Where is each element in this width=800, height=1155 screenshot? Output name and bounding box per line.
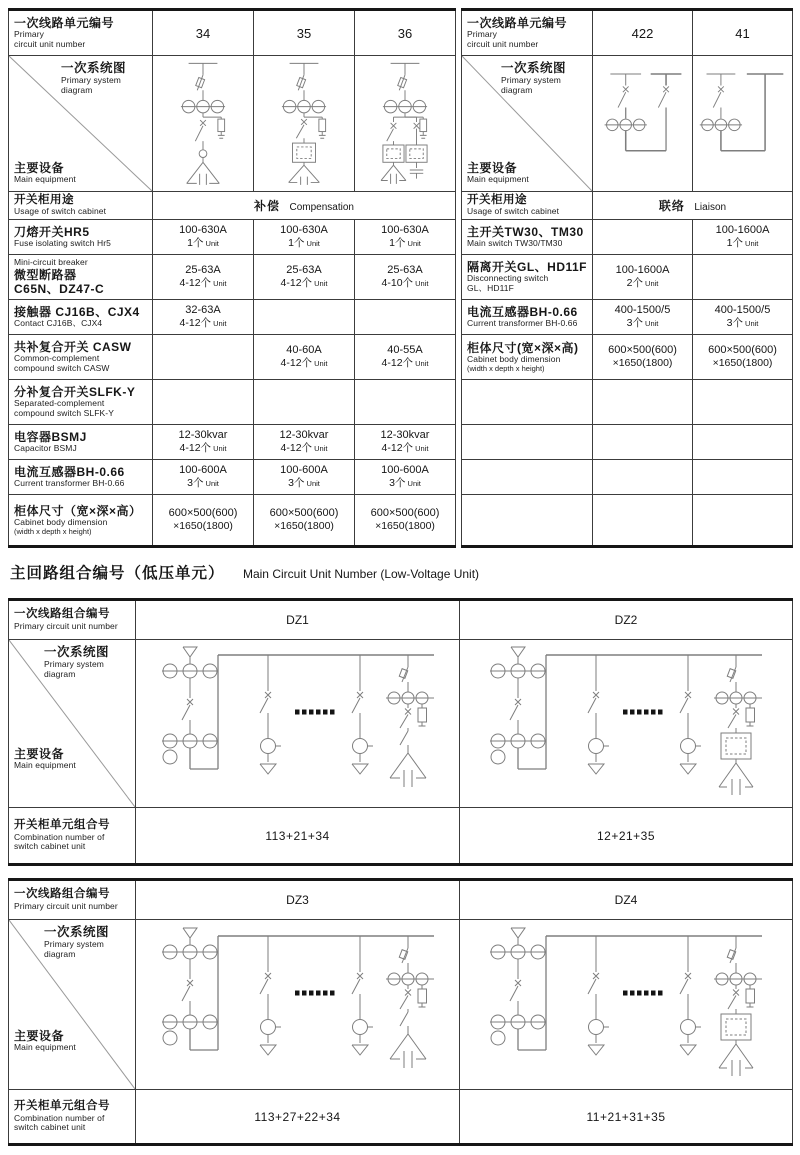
combination-label-zh: 开关柜单元组合号 [14, 818, 110, 831]
header-label-en: Primary circuit unit number [14, 900, 118, 911]
spec-label-line: Current transformer BH-0.66 [14, 478, 125, 489]
header-row [462, 10, 793, 56]
spec-cell-value: 600×500(600) [168, 506, 238, 519]
spec-cell [254, 425, 355, 460]
diagram-label-cell [9, 920, 136, 1090]
combination-label-zh: 开关柜单元组合号 [14, 1099, 110, 1112]
spec-row [462, 255, 793, 300]
spec-label-line: 微型断路器 [14, 267, 77, 282]
diagram-row [462, 56, 793, 192]
diagram-row [9, 920, 793, 1090]
spec-cell-value: 100-1600A [715, 223, 770, 236]
spec-cell [254, 300, 355, 335]
spec-row-label [9, 220, 153, 255]
spec-cell-value: 12-30kvar [380, 428, 430, 441]
spec-cell [693, 425, 793, 460]
spec-cell [693, 495, 793, 547]
diagram-title [44, 645, 130, 679]
header-label [9, 10, 153, 56]
unit-suffix: Unit [304, 479, 320, 489]
spec-row-label [9, 460, 153, 495]
spec-label-line: Separated-complement [14, 398, 105, 409]
unit-number-36: 36 [355, 10, 456, 56]
spec-cell [593, 495, 693, 547]
spec-label-line: 隔离开关GL、HD11F [467, 260, 588, 275]
unit-number-422: 422 [593, 10, 693, 56]
spec-cell-quantity: 4-12个 Unit [381, 357, 429, 370]
spec-cell-quantity: 4-10个 Unit [381, 277, 429, 290]
primary-diagram-36 [355, 56, 456, 192]
spec-cell-quantity: 4-12个 Unit [179, 317, 227, 330]
spec-row-label [462, 495, 593, 547]
header-label-en: Primary [467, 29, 497, 40]
header-label [9, 600, 136, 640]
header-label-en: circuit unit number [467, 39, 539, 50]
spec-label-line: C65N、DZ47-C [14, 281, 105, 296]
header-label-en: Primary circuit unit number [14, 620, 118, 631]
usage-value [593, 192, 793, 220]
spec-row-label [462, 425, 593, 460]
spec-row-label [9, 300, 153, 335]
diagram-title-en: Primary system [61, 74, 121, 85]
main-equipment-label [467, 161, 529, 185]
unit-suffix: Unit [642, 279, 659, 289]
unit-number-dz1: DZ1 [136, 600, 460, 640]
spec-row-label [9, 495, 153, 547]
spec-cell-value: 100-630A [280, 223, 328, 236]
spec-cell [355, 495, 456, 547]
spec-cell [355, 255, 456, 300]
diagram-title-zh: 一次系统图 [61, 61, 127, 75]
spec-row-label [9, 335, 153, 380]
spec-label-line: 柜体尺寸（宽×深×高） [14, 503, 142, 518]
spec-row-label [462, 220, 593, 255]
usage-label [462, 192, 593, 220]
header-label-zh: 一次线路单元编号 [467, 16, 568, 31]
combination-label [9, 1090, 136, 1145]
primary-diagram-422 [593, 56, 693, 192]
spec-row [9, 255, 456, 300]
spec-cell [593, 460, 693, 495]
spec-cell-value: 400-1500/5 [714, 303, 771, 316]
spec-row-label [9, 380, 153, 425]
header-row [9, 600, 793, 640]
spec-label-line: Mini-circuit breaker [14, 257, 88, 267]
spec-cell-quantity: ×1650(1800) [712, 357, 773, 370]
usage-label-zh: 开关柜用途 [14, 193, 74, 206]
spec-cell-value: 25-63A [387, 263, 423, 276]
dz3-diagram [136, 920, 460, 1090]
usage-row [9, 192, 456, 220]
spec-cell [254, 380, 355, 425]
primary-unit-table-left [8, 8, 456, 548]
header-label-zh: 一次线路单元编号 [14, 16, 115, 31]
spec-cell-quantity: 4-12个 Unit [179, 442, 227, 455]
primary-diagram-41 [693, 56, 793, 192]
spec-label-line: 共补复合开关 CASW [14, 340, 132, 355]
diagram-title-en: Primary system [44, 658, 104, 669]
header-label [462, 10, 593, 56]
spec-cell-value: 100-630A [179, 223, 227, 236]
spec-cell-value: 100-600A [381, 463, 429, 476]
unit-suffix: Unit [211, 279, 227, 289]
spec-cell-value: 12-30kvar [178, 428, 228, 441]
diagram-title-en: diagram [61, 84, 93, 95]
spec-cell-quantity: 1个 Unit [726, 237, 759, 250]
unit-suffix: Unit [742, 239, 759, 249]
spec-label-line: 电流互感器BH-0.66 [467, 305, 578, 320]
unit-suffix: Unit [405, 479, 421, 489]
unit-suffix: Unit [405, 239, 421, 249]
main-equipment-en: Main equipment [14, 174, 76, 185]
spec-row [462, 380, 793, 425]
combination-value-dz3: 113+27+22+34 [136, 1090, 460, 1145]
spec-cell [153, 300, 254, 335]
spec-cell [153, 380, 254, 425]
spec-cell [254, 335, 355, 380]
spec-cell-quantity: 4-12个 Unit [280, 357, 328, 370]
spec-row-label [462, 460, 593, 495]
main-equipment-label [14, 1029, 76, 1053]
main-equipment-zh: 主要设备 [467, 161, 518, 176]
spec-label-line: Contact CJ16B、CJX4 [14, 318, 103, 329]
usage-label-zh: 开关柜用途 [467, 193, 527, 206]
diagram-title-en: Primary system [44, 938, 104, 949]
diagram-title-zh: 一次系统图 [44, 925, 110, 939]
primary-diagram-34 [153, 56, 254, 192]
usage-value [153, 192, 456, 220]
spec-cell-value: 40-60A [286, 343, 322, 356]
spec-row [9, 425, 456, 460]
spec-label-line: Main switch TW30/TM30 [467, 238, 563, 249]
combination-label-en: Combination number of [14, 831, 105, 842]
usage-label-en: Usage of switch cabinet [467, 206, 560, 217]
spec-cell [355, 425, 456, 460]
diagram-title-en: diagram [501, 84, 533, 95]
unit-suffix: Unit [203, 479, 219, 489]
spec-cell-quantity: 1个 Unit [187, 237, 219, 250]
unit-suffix: Unit [203, 239, 219, 249]
header-row [9, 10, 456, 56]
diagram-title-zh: 一次系统图 [501, 61, 567, 75]
header-label [9, 880, 136, 920]
unit-suffix: Unit [642, 319, 659, 329]
spec-row-label [462, 255, 593, 300]
section-title-en: Main Circuit Unit Number (Low-Voltage Unit) [242, 567, 480, 581]
spec-cell-quantity: 3个 Unit [288, 477, 320, 490]
spec-cell [153, 460, 254, 495]
dz1-diagram [136, 640, 460, 808]
spec-cell [153, 335, 254, 380]
combination-value-dz2: 12+21+35 [460, 808, 793, 865]
spec-cell [355, 220, 456, 255]
spec-row [9, 495, 456, 547]
combination-row [9, 1090, 793, 1145]
diagram-label-cell [9, 56, 153, 192]
spec-cell [693, 255, 793, 300]
spec-cell [593, 380, 693, 425]
spec-cell [693, 380, 793, 425]
spec-cell-quantity: 4-12个 Unit [381, 442, 429, 455]
spec-label-line: 电流互感器BH-0.66 [14, 465, 125, 480]
spec-cell-quantity: 3个 Unit [389, 477, 421, 490]
spec-cell [593, 335, 693, 380]
section-title [10, 561, 790, 583]
main-equipment-en: Main equipment [14, 1042, 76, 1053]
spec-row-label [462, 335, 593, 380]
spec-cell-value: 400-1500/5 [614, 303, 671, 316]
diagram-title [44, 925, 130, 959]
spec-row [462, 495, 793, 547]
main-equipment-en: Main equipment [467, 174, 529, 185]
usage-value-en: Liaison [694, 201, 727, 213]
spec-cell-quantity: 4-12个 Unit [280, 442, 328, 455]
spec-cell [153, 425, 254, 460]
diagram-label-cell [462, 56, 593, 192]
diagram-label-cell [9, 640, 136, 808]
spec-cell-quantity: 1个 Unit [288, 237, 320, 250]
spec-row-label [462, 300, 593, 335]
combination-table-dz3-dz4 [8, 878, 793, 1146]
usage-value-zh: 联络 [658, 198, 685, 213]
unit-number-41: 41 [693, 10, 793, 56]
spec-label-line: Capacitor BSMJ [14, 443, 77, 454]
unit-suffix: Unit [211, 444, 227, 454]
spec-row [462, 460, 793, 495]
spec-cell [593, 425, 693, 460]
spec-cell [593, 255, 693, 300]
main-equipment-zh: 主要设备 [14, 161, 65, 176]
spec-cell [693, 335, 793, 380]
header-row [9, 880, 793, 920]
spec-cell-quantity: 2个 Unit [626, 277, 659, 290]
spec-cell [355, 300, 456, 335]
usage-row [462, 192, 793, 220]
combination-table-dz1-dz2 [8, 598, 793, 866]
usage-label-en: Usage of switch cabinet [14, 206, 107, 217]
spec-cell-value: 25-63A [286, 263, 322, 276]
diagram-row [9, 56, 456, 192]
spec-cell-quantity: ×1650(1800) [612, 357, 673, 370]
spec-row-label [462, 380, 593, 425]
spec-cell-value: 600×500(600) [370, 506, 440, 519]
spec-cell [153, 255, 254, 300]
spec-cell [153, 495, 254, 547]
spec-cell-value: 25-63A [185, 263, 221, 276]
spec-label-line: 柜体尺寸(宽×深×高) [467, 340, 579, 355]
main-equipment-en: Main equipment [14, 760, 76, 771]
spec-label-line: compound switch CASW [14, 363, 110, 374]
spec-cell-quantity: 1个 Unit [389, 237, 421, 250]
usage-value-en: Compensation [289, 201, 354, 213]
spec-cell-quantity: 4-12个 Unit [280, 277, 328, 290]
spec-cell-quantity: 3个 Unit [726, 317, 759, 330]
spec-cell [355, 460, 456, 495]
spec-label-line: compound switch SLFK-Y [14, 408, 114, 419]
spec-cell-value: 40-55A [387, 343, 423, 356]
unit-number-dz2: DZ2 [460, 600, 793, 640]
unit-number-dz3: DZ3 [136, 880, 460, 920]
spec-cell [693, 300, 793, 335]
unit-suffix: Unit [413, 444, 429, 454]
spec-row [462, 425, 793, 460]
unit-suffix: Unit [312, 279, 328, 289]
spec-label-line: 电容器BSMJ [14, 430, 87, 445]
spec-cell [254, 220, 355, 255]
unit-number-dz4: DZ4 [460, 880, 793, 920]
spec-cell-quantity: ×1650(1800) [375, 520, 435, 533]
spec-row [9, 460, 456, 495]
diagram-title-en: diagram [44, 668, 76, 679]
combination-value-dz1: 113+21+34 [136, 808, 460, 865]
dz4-diagram [460, 920, 793, 1090]
spec-cell-value: 600×500(600) [269, 506, 339, 519]
header-label-en: Primary [14, 29, 44, 40]
spec-row [9, 380, 456, 425]
spec-label-line: Fuse isolating switch Hr5 [14, 238, 111, 249]
spec-cell-value: 100-600A [280, 463, 328, 476]
spec-label-line: Cabinet body dimension [467, 354, 561, 365]
spec-label-line: (width x depth x height) [14, 526, 92, 536]
spec-label-line: Cabinet body dimension [14, 517, 108, 528]
spec-cell-value: 100-630A [381, 223, 429, 236]
primary-diagram-35 [254, 56, 355, 192]
spec-cell [693, 220, 793, 255]
spec-cell-quantity: ×1650(1800) [173, 520, 233, 533]
spec-label-line: 接触器 CJ16B、CJX4 [14, 305, 140, 320]
main-equipment-label [14, 161, 76, 185]
header-label-zh: 一次线路组合编号 [14, 608, 110, 621]
spec-cell-quantity: 3个 Unit [626, 317, 659, 330]
spec-cell [355, 380, 456, 425]
spec-label-line: 刀熔开关HR5 [14, 225, 90, 240]
spec-row [9, 220, 456, 255]
spec-cell [355, 335, 456, 380]
spec-cell-value: 600×500(600) [608, 343, 677, 356]
unit-number-34: 34 [153, 10, 254, 56]
diagram-row [9, 640, 793, 808]
unit-suffix: Unit [742, 319, 759, 329]
spec-cell [254, 495, 355, 547]
unit-suffix: Unit [312, 444, 328, 454]
combination-row [9, 808, 793, 865]
unit-suffix: Unit [413, 279, 429, 289]
spec-row [9, 335, 456, 380]
spec-label-line: 分补复合开关SLFK-Y [14, 385, 136, 400]
header-label-zh: 一次线路组合编号 [14, 888, 110, 901]
spec-label-line: (width x depth x height) [467, 363, 545, 373]
spec-cell [254, 460, 355, 495]
usage-value-zh: 补偿 [254, 198, 281, 213]
combination-label-en: switch cabinet unit [14, 1122, 86, 1133]
diagram-title [501, 61, 587, 95]
unit-number-35: 35 [254, 10, 355, 56]
header-label-en: circuit unit number [14, 39, 86, 50]
unit-suffix: Unit [312, 359, 328, 369]
main-equipment-zh: 主要设备 [14, 1029, 65, 1044]
main-equipment-zh: 主要设备 [14, 747, 65, 762]
spec-cell-value: 100-1600A [615, 263, 670, 276]
unit-suffix: Unit [413, 359, 429, 369]
combination-value-dz4: 11+21+31+35 [460, 1090, 793, 1145]
spec-cell [153, 220, 254, 255]
spec-row [462, 335, 793, 380]
spec-row [462, 300, 793, 335]
spec-label-line: Common-complement [14, 353, 100, 364]
spec-cell [593, 220, 693, 255]
main-equipment-label [14, 747, 76, 771]
combination-label-en: Combination number of [14, 1112, 105, 1123]
spec-row [462, 220, 793, 255]
unit-suffix: Unit [304, 239, 320, 249]
spec-label-line: 主开关TW30、TM30 [467, 225, 584, 240]
section-title-zh: 主回路组合编号（低压单元） [10, 565, 225, 582]
diagram-title-zh: 一次系统图 [44, 645, 110, 659]
spec-cell-value: 12-30kvar [279, 428, 329, 441]
spec-cell-value: 100-600A [179, 463, 227, 476]
spec-label-line: GL、HD11F [467, 283, 514, 294]
spec-cell-quantity: ×1650(1800) [274, 520, 334, 533]
primary-unit-table-right [461, 8, 793, 548]
spec-cell-quantity: 4-12个 Unit [179, 277, 227, 290]
dz2-diagram [460, 640, 793, 808]
spec-cell [593, 300, 693, 335]
combination-label [9, 808, 136, 865]
diagram-title [61, 61, 147, 95]
combination-label-en: switch cabinet unit [14, 841, 86, 852]
spec-cell [254, 255, 355, 300]
spec-cell [693, 460, 793, 495]
spec-label-line: Current transformer BH-0.66 [467, 318, 578, 329]
diagram-title-en: Primary system [501, 74, 561, 85]
spec-row [9, 300, 456, 335]
spec-row-label [9, 425, 153, 460]
unit-suffix: Unit [211, 319, 227, 329]
spec-label-line: Disconnecting switch [467, 273, 549, 284]
spec-cell-quantity: 3个 Unit [187, 477, 219, 490]
usage-label [9, 192, 153, 220]
spec-cell-value: 600×500(600) [708, 343, 777, 356]
spec-row-label [9, 255, 153, 300]
diagram-title-en: diagram [44, 948, 76, 959]
spec-cell-value: 32-63A [185, 303, 221, 316]
